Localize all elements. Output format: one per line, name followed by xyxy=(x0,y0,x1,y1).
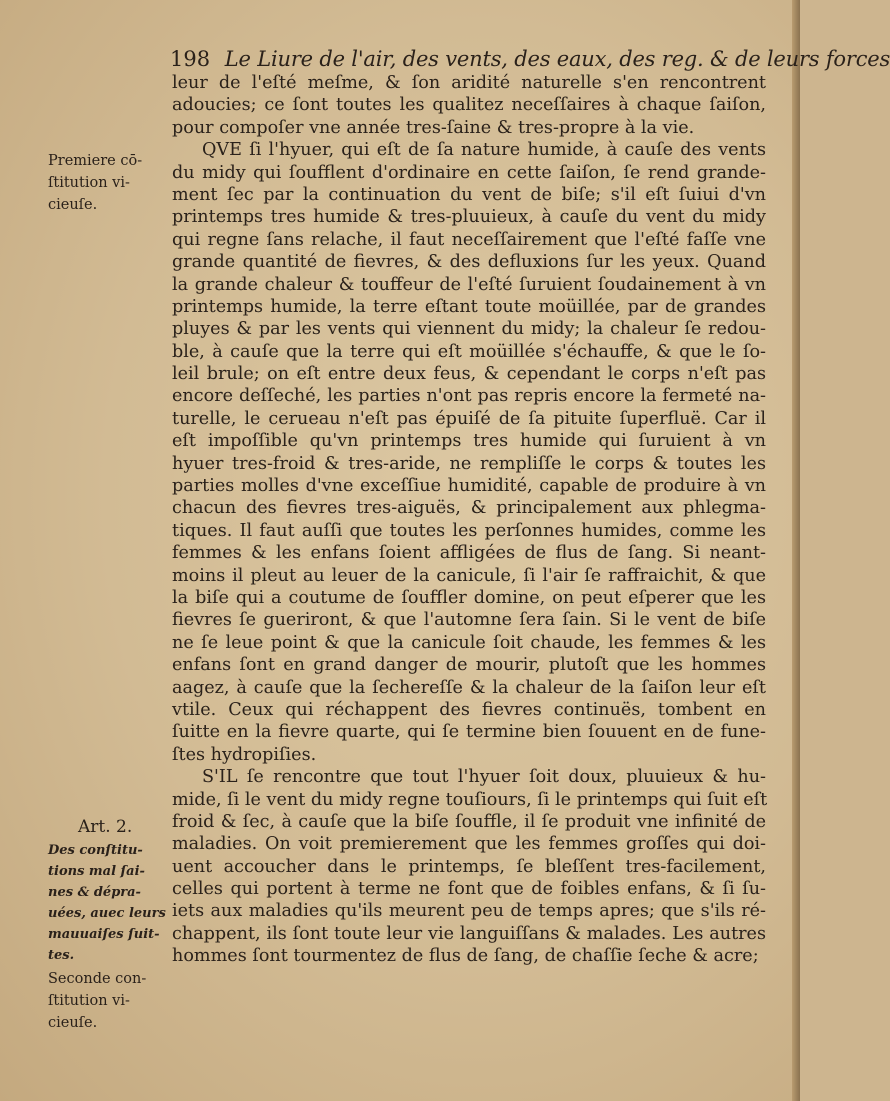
margin-note-first-constitution xyxy=(48,150,166,216)
text-line: pour compoſer vne année tres-ſaine & tres-propre à la vie. xyxy=(172,117,695,138)
text-line: uent accoucher dans le printemps, ſe bleſſent tres-facilement, xyxy=(172,856,766,877)
margin-note-line: cieuſe. xyxy=(48,1015,98,1031)
text-line: chappent, ils ſont toute leur vie languiſſans & malades. Les autres xyxy=(172,923,766,944)
margin-note-line: uées, auec leurs xyxy=(48,906,166,921)
text-line: enfans ſont en grand danger de mourir, plutoſt que les hommes xyxy=(172,655,766,676)
text-line: encore deſſeché, les parties n'ont pas repris encore la fermeté na- xyxy=(172,386,766,407)
text-line: parties molles d'vne exceſſiue humidité, capable de produire à vn xyxy=(172,476,766,497)
page-number: 198 xyxy=(170,47,211,71)
text-line: femmes & les enfans ſoient affligées de flus de ſang. Si neant- xyxy=(172,543,766,564)
margin-note-line: ſtitution vi- xyxy=(48,175,130,191)
article-number: Art. 2. xyxy=(78,817,133,837)
text-line: mide, ſi le vent du midy regne touſiours, ſi le printemps qui ſuit eſt xyxy=(172,789,768,810)
text-line: ment ſec par la continuation du vent de biſe; s'il eſt ſuiui d'vn xyxy=(172,184,766,205)
page-edge xyxy=(792,0,800,1101)
text-line: printemps tres humide & tres-pluuieux, à cauſe du vent du midy xyxy=(172,207,766,228)
text-line: iets aux maladies qu'ils meurent peu de temps apres; que s'ils ré- xyxy=(172,901,766,922)
margin-note-second-constitution xyxy=(48,968,166,1034)
margin-note-line: tes. xyxy=(48,948,75,963)
text-line: S'IL ſe rencontre que tout l'hyuer ſoit doux, pluuieux & hu- xyxy=(202,767,766,788)
text-line: turelle, le cerueau n'eſt pas épuiſé de ſa pituite ſuperfluë. Car il xyxy=(172,408,766,429)
text-line: la grande chaleur & touffeur de l'eſté ſuruient ſoudainement à vn xyxy=(172,274,766,295)
running-title: Le Liure de l'air, des vents, des eaux, des reg. & de leurs forces xyxy=(224,47,890,71)
text-line: la biſe qui a coutume de ſouffler domine, on peut eſperer que les xyxy=(172,587,766,608)
margin-note-line: ſtitution vi- xyxy=(48,993,130,1009)
text-line: leur de l'eſté meſme, & ſon aridité naturelle s'en rencontrent xyxy=(172,73,766,93)
body-text xyxy=(172,72,766,968)
text-line: ble, à cauſe que la terre qui eſt moüillée s'échauffe, & que le ſo- xyxy=(172,341,766,362)
page-header xyxy=(170,46,890,72)
text-line: fievres ſe gueriront, & que l'automne ſera ſain. Si le vent de biſe xyxy=(172,610,766,631)
text-line: qui regne ſans relache, il faut neceſſairement que l'eſté faſſe vne xyxy=(172,229,766,250)
text-line: vtile. Ceux qui réchappent des fievres continuës, tombent en xyxy=(172,699,766,720)
text-line: hyuer tres-froid & tres-aride, ne rempliſſe le corps & toutes les xyxy=(172,453,766,474)
margin-note-line: nes & dépra- xyxy=(48,885,141,900)
text-line: tiques. Il faut auſſi que toutes les perſonnes humides, comme les xyxy=(172,520,766,541)
text-line: du midy qui ſoufflent d'ordinaire en cette ſaiſon, ſe rend grande- xyxy=(172,162,766,183)
text-line: ne ſe leue point & que la canicule ſoit chaude, les femmes & les xyxy=(172,632,766,653)
text-line: celles qui portent à terme ne font que de foibles enfans, & ſi ſu- xyxy=(172,879,766,900)
margin-note-line: cieuſe. xyxy=(48,197,98,213)
margin-note-line: Seconde con- xyxy=(48,971,147,987)
text-line: grande quantité de fievres, & des defluxions ſur les yeux. Quand xyxy=(172,252,766,273)
margin-note-line: Des conſtitu- xyxy=(48,843,143,858)
text-line: chacun des fievres tres-aiguës, & principalement aux phlegma- xyxy=(172,498,766,519)
margin-note-line: mauuaiſes ſuit- xyxy=(48,927,160,942)
text-line: adoucies; ce ſont toutes les qualitez neceſſaires à chaque ſaiſon, xyxy=(172,95,766,116)
text-line: QVE ſi l'hyuer, qui eſt de ſa nature humide, à cauſe des vents xyxy=(202,140,766,161)
text-line: hommes ſont tourmentez de flus de ſang, de chaſſie ſeche & acre; xyxy=(172,946,759,967)
text-line: aagez, à cauſe que la ſechereſſe & la chaleur de la ſaiſon leur eſt xyxy=(172,677,766,698)
text-line: eſt impoſſible qu'vn printemps tres humide qui ſuruient à vn xyxy=(172,431,766,452)
text-line: printemps humide, la terre eſtant toute moüillée, par de grandes xyxy=(172,296,766,317)
text-line: froid & ſec, à cauſe que la biſe ſouffle, il ſe produit vne infinité de xyxy=(172,811,766,832)
text-line: ſtes hydropiſies. xyxy=(172,744,317,765)
text-line: moins il pleut au leuer de la canicule, ſi l'air ſe raffraichit, & que xyxy=(172,565,766,586)
margin-note-line: Premiere cō- xyxy=(48,153,143,169)
margin-note-article-summary xyxy=(48,840,166,966)
text-line: maladies. On voit premierement que les femmes groſſes qui doi- xyxy=(172,834,766,855)
margin-note-article xyxy=(48,816,166,838)
text-line: pluyes & par les vents qui viennent du midy; la chaleur ſe redou- xyxy=(172,319,766,340)
text-line: leil brule; on eſt entre deux feus, & cependant le corps n'eſt pas xyxy=(172,364,766,385)
text-line: ſuitte en la fievre quarte, qui ſe termine bien ſouuent en de fune- xyxy=(172,722,766,743)
margin-note-line: tions mal ſai- xyxy=(48,864,145,879)
